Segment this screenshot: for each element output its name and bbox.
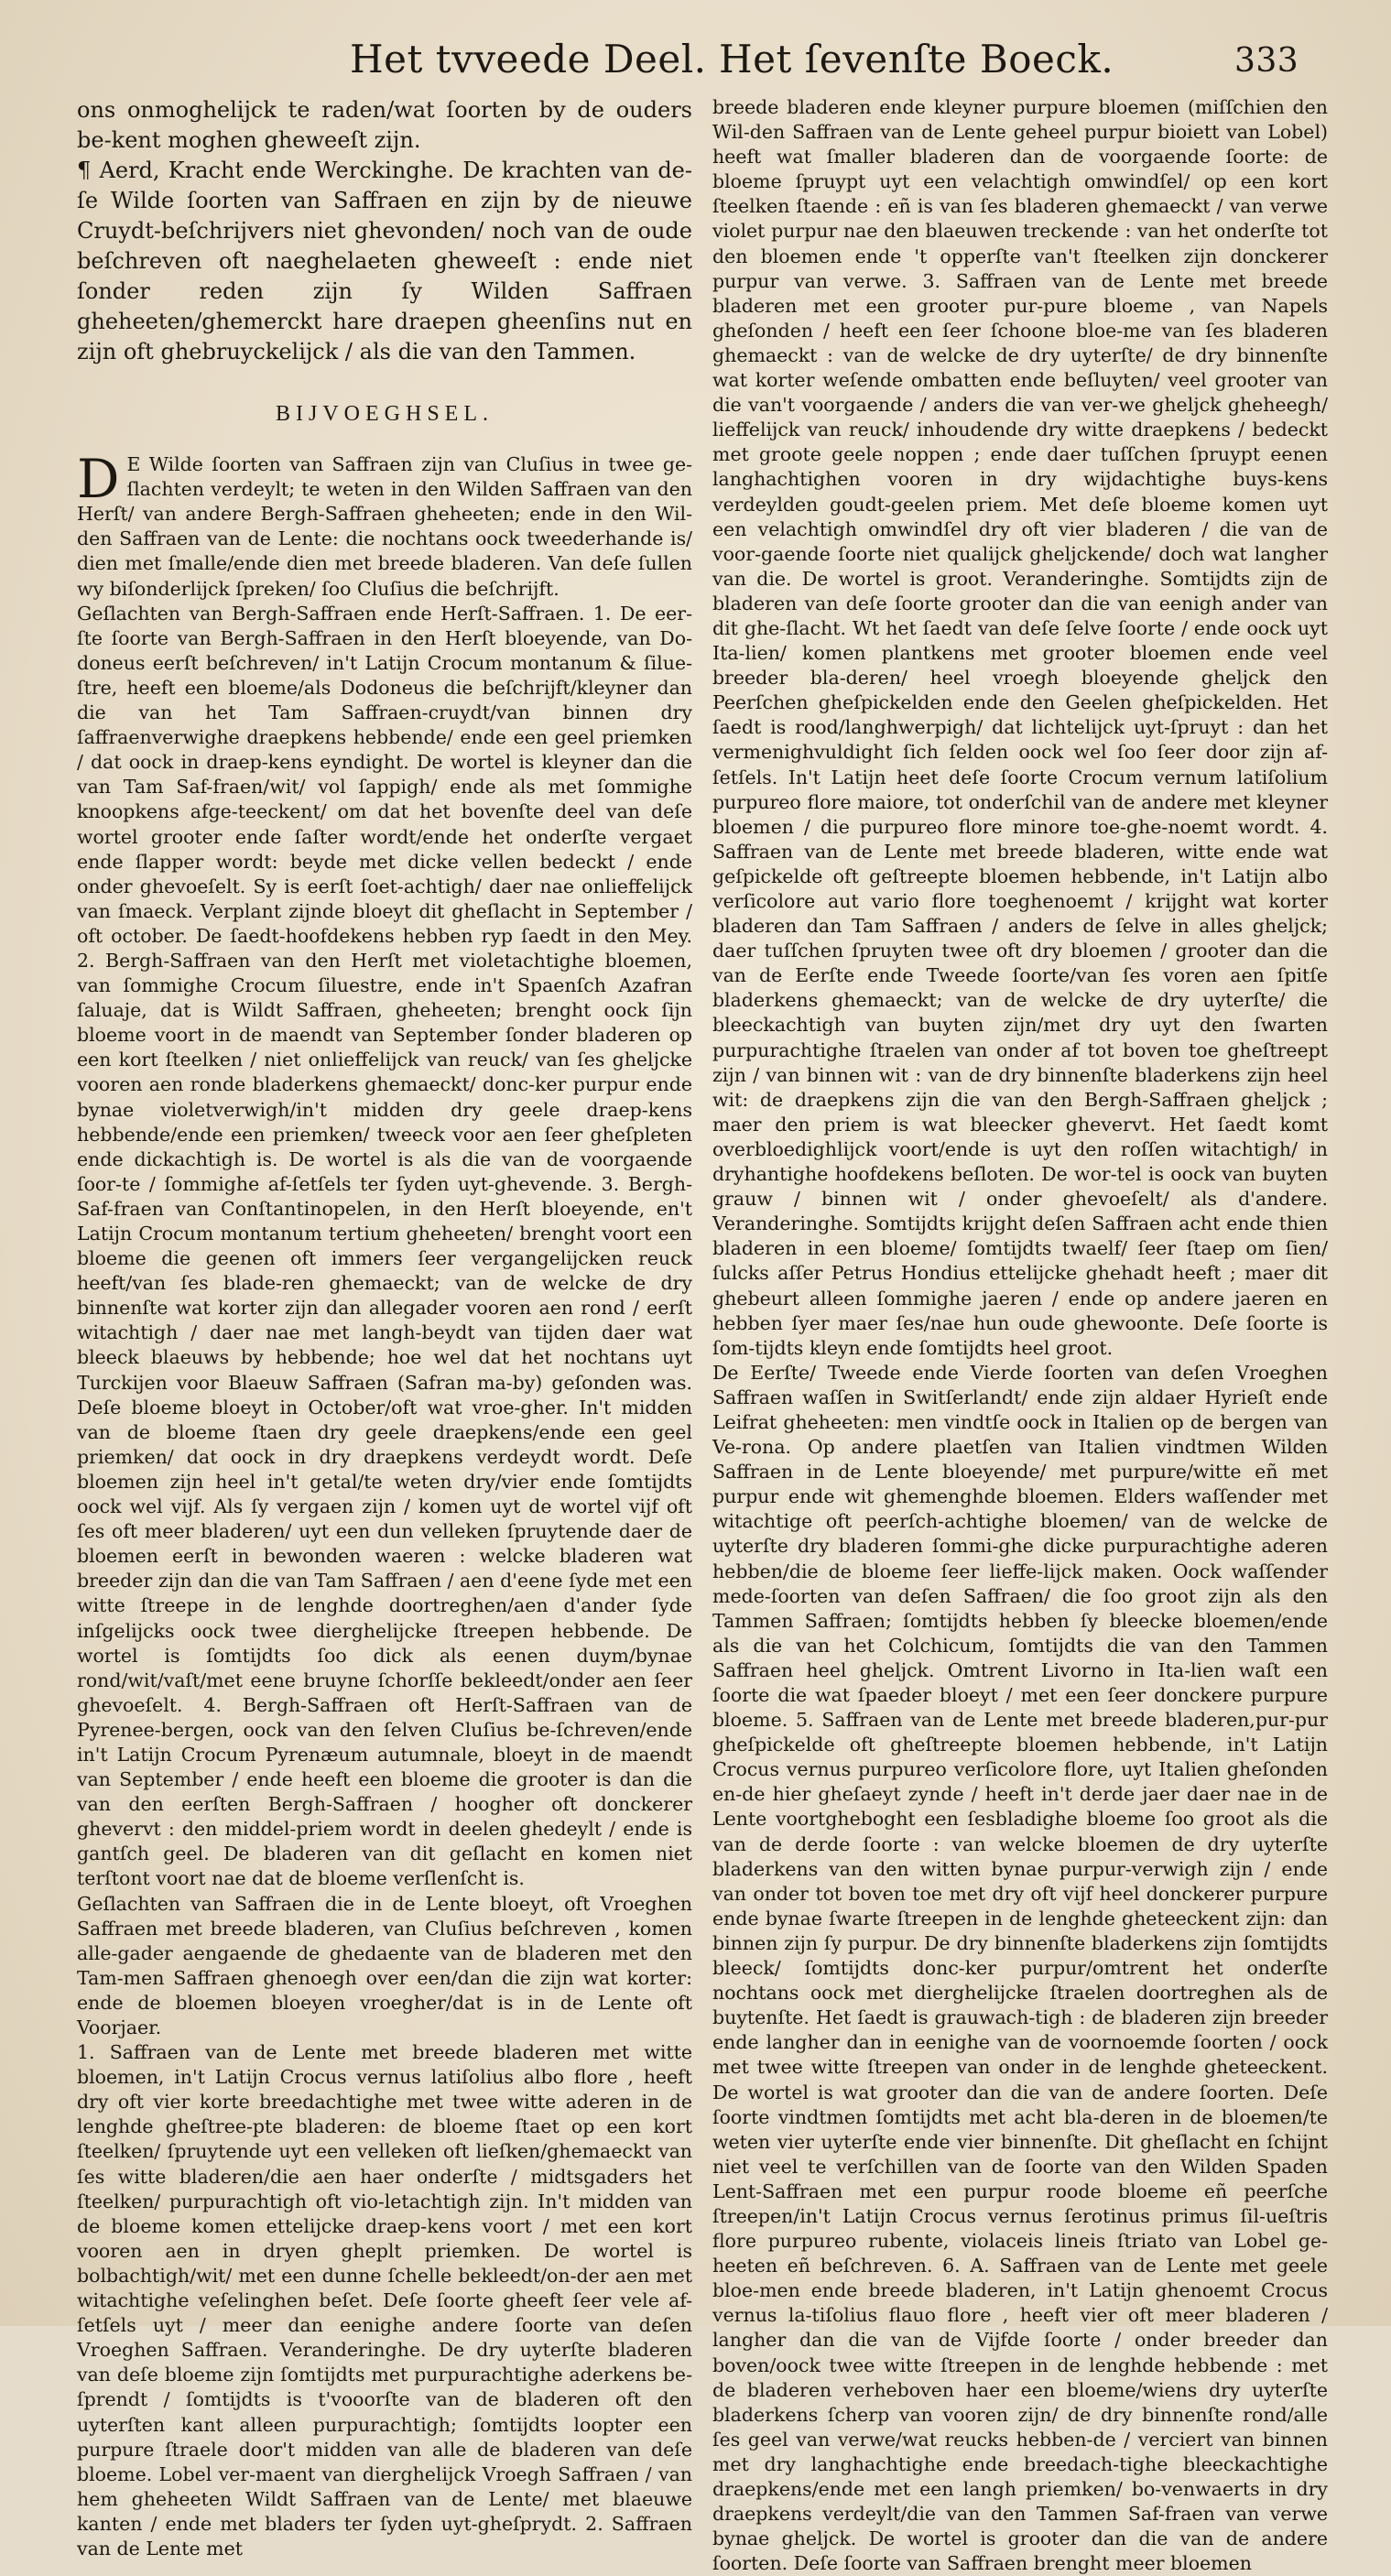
- part-title: Het tvveede Deel.: [350, 37, 707, 82]
- running-header: [0, 37, 1391, 92]
- paragraph-spring-saffron-2-4: breede bladeren ende kleyner purpure bloemen (miſſchien den Wil-den Saffraen van de Lente geheel purpur bioiett van Lobel) heeft wat ſmaller bladeren dan de voorgaende ſoorte: de bloeme ſpruypt uyt een velachtigh omwindſel/ op een kort ſteelken ſtaende : eñ is van ſes bladeren ghemaeckt / van verwe violet purpur nae den blaeuwen treckende : van het onderſte tot den bloemen ende 't opperſte van't ſteelken zijn donckerer purpur van verwe. 3. Saffraen van de Lente met breede bladeren met een grooter pur-pure bloeme , van Napels gheſonden / heeft een ſeer ſchoone bloe-me van ſes bladeren ghemaeckt : van de welcke de dry uyterſte/ de dry binnenſte wat korter weſende ombatten ende beſluyten/ veel grooter van die van't voorgaende / anders die van ver-we gheljck gheheegh/ lieffelijck van reuck/ inhoudende dry witte draepkens / bedeckt met groote geele noppen ; ende daer tuſſchen ſpruypt eenen langhachtighen vooren in dry wijdachtighe buys-kens verdeylden goudt-geelen priem. Met deſe bloeme komen uyt een velachtigh omwindſel dry oft vier bladeren / die van de voor-gaende ſoorte niet qualijck gheljckende/ doch wat langher van die. De wortel is groot. Veranderinghe. Somtijdts zijn de bladeren van deſe ſoorte grooter dan die van eenigh ander van dit ghe-ſlacht. Wt het ſaedt van deſe ſelve ſoorte / ende oock uyt Ita-lien/ komen plantkens met grooter bloemen ende veel breeder bla-deren/ heel vroegh bloeyende gheljck den Peerſchen gheſpickelden ende den Geelen gheſpickelden. Het ſaedt is rood/langhwerpigh/ dat lichtelijck uyt-ſpruyt : dan het vermenighvuldight ſich ſelden oock wel ſoo ſeer door zijn af-ſetſels. In't Latijn heet deſe ſoorte Crocum vernum latiſolium purpureo flore maiore, tot onderſchil van de andere met kleyner bloemen / die purpureo flore minore toe-ghe-noemt wordt. 4. Saffraen van de Lente met breede bladeren, witte ende wat geſpickelde oft geſtreepte bloemen hebbende, in't Latijn albo verſicolore aut vario flore toeghenoemt / krijght wat korter bladeren dan Tam Saffraen / anders de ſelve in alles gheljck; daer tuſſchen ſpruyten twee oft dry bloemen / grooter dan die van de Eerſte ende Tweede ſoorte/van ſes voren aen ſpitſe bladerkens ghemaeckt; van de welcke de dry uyterſte/ die bleeckachtigh van buyten zijn/met dry uyt den ſwarten purpurachtighe ſtraelen van onder af tot boven toe gheſtreept zijn / van binnen wit : van de dry binnenſte bladerkens zijn heel wit: de draepkens zijn die van den Bergh-Saffraen gheljck ; maer den priem is wat bleecker ghevervt. Het ſaedt komt overbloedighlijck voort/ende is uyt den roſſen witachtigh/ in dryhantighe hoofdekens beſloten. De wor-tel is oock van buyten grauw / binnen wit / onder ghevoeſelt/ als d'andere. Veranderinghe. Somtijdts krijght deſen Saffraen acht ende thien bladeren in een bloeme/ ſomtijdts twaelf/ ſeer ſtaep om ſien/ ſulcks aſſer Petrus Hondius ettelijcke ghehadt heeft ; maer dit ghebeurt alleen ſommighe jaeren / ende op andere jaeren en hebben ſyer maer ſes/nae hun oude ghewoonte. Deſe ſoorte is ſom-tijdts kleyn ende ſomtijdts heel groot.: [712, 96, 1328, 1359]
- paragraph-properties: ¶ Aerd, Kracht ende Werckinghe. De krachten van de-ſe Wilde ſoorten van Saffraen en zijn by de nieuwe Cruydt-beſchrijvers niet ghevonden/ noch van de oude beſchreven oft naeghelaeten gheweeſt : ende niet ſonder reden zijn ſy Wilden Saffraen gheheeten/ghemerckt hare draepen gheenſins nut en zijn oft ghebruyckelijck / als die van den Tammen.: [77, 158, 692, 364]
- paragraph-intro: [77, 448, 692, 602]
- paragraph-continuation: ons onmoghelijck te raden/wat ſoorten by de ouders be-kent moghen gheweeſt zijn.: [77, 97, 692, 153]
- section-heading: BIJVOEGHSEL.: [276, 402, 494, 426]
- paragraph-spring-saffron: Geſlachten van Saffraen die in de Lente bloeyt, oft Vroeghen Saffraen met breede bladeren, van Cluſius beſchreven , komen alle-gader aengaende de ghedaente van de bladeren met den Tam-men Saffraen ghenoegh over een/dan die zijn wat korter: ende de bloemen bloeyen vroegher/dat is in de Lente oft Voorjaer.: [77, 1892, 692, 2038]
- paragraph-spring-saffron-1: 1. Saffraen van de Lente met breede bladeren met witte bloemen, in't Latijn Crocus vernus latiſolius albo flore , heeft dry oft vier korte breedachtighe met twee witte aderen in de lenghde gheſtree-pte bladeren: de bloeme ſtaet op een kort ſteelken/ ſpruytende uyt een velleken oft lieſken/ghemaeckt van ſes witte bladeren/die aen haer onderſte / midtsgaders het ſteelken/ purpurachtigh oft vio-letachtigh zijn. In't midden van de bloeme komen ettelijcke draep-kens voort / met een kort vooren aen in dryen gheplt priemken. De wortel is bolbachtigh/wit/ met een dunne ſchelle bekleedt/on-der aen met witachtighe veſelinghen beſet. Deſe ſoorte gheeft ſeer vele af-ſetſels uyt / meer dan eenighe andere ſoorte van deſen Vroeghen Saffraen. Veranderinghe. De dry uyterſte bladeren van deſe bloeme zijn ſomtijdts met purpurachtighe aderkens be-ſprendt / ſomtijdts is t'vooorſte van de bladeren oft den uyterſten kant alleen purpurachtigh; ſomtijdts loopter een purpure ſtraele door't midden van alle de bladeren van deſe bloeme. Lobel ver-maent van dierghelijck Vroegh Saffraen / van hem gheheeten Wildt Saffraen van de Lente/ met blaeuwe kanten / ende met bladers ter ſyden uyt-gheſprydt. 2. Saffraen van de Lente met: [77, 2041, 692, 2560]
- paragraph-spring-saffron-5-6: De Eerſte/ Tweede ende Vierde ſoorten van deſen Vroeghen Saffraen waſſen in Switſerlandt/ ende zijn aldaer Hyrieſt ende Leifrat gheheeten: men vindtſe oock in Italien op de bergen van Ve-rona. Op andere plaetſen van Italien vindtmen Wilden Saffraen in de Lente bloeyende/ met purpure/witte eñ met purpur ende wit ghemenghde bloemen. Elders waſſender met witachtige oft peerſch-achtighe bloemen/ van de welcke de uyterſte dry bladeren ſommi-ghe dicke purpurachtighe aderen hebben/die de bloeme ſeer lieffe-lijck maken. Oock waſſender mede-ſoorten van deſen Saffraen/ die ſoo groot zijn als den Tammen Saffraen; ſomtijdts hebben ſy bleecke bloemen/ende als die van het Colchicum, ſomtijdts die van den Tammen Saffraen heel gheljck. Omtrent Livorno in Ita-lien waſt een ſoorte die wat ſpaeder bloeyt / met een ſeer donckere purpure bloeme. 5. Saffraen van de Lente met breede bladeren,pur-pur gheſpickelde oft gheſtreepte bloemen hebbende, in't Latijn Crocus vernus purpureo verſicolore flore, uyt Italien gheſonden en-de hier gheſaeyt zynde / heeft in't derde jaer daer nae in de Lente voortgheboght een ſesbladighe bloeme ſoo groot als die van de derde ſoorte : van welcke bloemen de dry uyterſte bladerkens van den witten bynae purpur-verwigh zijn / ende van onder tot boven toe met dry oft vijf heel donckerer purpure ende bynae ſwarte ſtreepen in de lenghde gheteeckent zijn: dan binnen zijn ſy purpur. De dry binnenſte bladerkens zijn ſomtijdts bleeck/ ſomtijdts donc-ker purpur/omtrent het onderſte nochtans oock met dierghelijcke ſtraelen doortreghen als de buytenſte. Het ſaedt is grauwach-tigh : de bladeren zijn breeder ende langher dan in eenighe van de voornoemde ſoorten / oock met twee witte ſtreepen van onder in de lenghde gheteeckent. De wortel is wat grooter dan die van de andere ſoorten. Deſe ſoorte vindtmen ſomtijdts met acht bla-deren in de bloemen/te weten vier uyterſte ende vier binnenſte. Dit gheſlacht en ſchijnt niet veel te verſchillen van de ſoorte van den Wilden Spaden Lent-Saffraen met een purpur roode bloeme eñ peerſche ſtreepen/in't Latijn Crocus vernus ſerotinus primus ſil-ueſtris flore purpureo rubente, violaceis lineis ſtriato van Lobel ge-heeten eñ beſchreven. 6. A. Saffraen van de Lente met geele bloe-men ende breede bladeren, in't Latijn ghenoemt Crocus vernus la-tiſolius flauo flore , heeft vier oft meer bladeren / langher dan die van de Vijfde ſoorte / onder breeder dan boven/oock twee witte ſtreepen in de lenghde hebbende : met de bladeren verheboven haer een bloeme/wiens dry uyterſte bladerkens ſcherp van vooren zijn/ de dry binnenſte rond/alle ſes geel van verwe/wat reucks hebben-de / verciert van binnen met dry langhachtighe ende breedach-tighe bleeckachtighe draepkens/ende met een langh priemken/ bo-venwaerts in dry draepkens verdeylt/die van den Tammen Saf-fraen van verwe bynae gheljck. De wortel is grooter dan die van de andere ſoorten. Deſe ſoorte van Saffraen brenght meer bloemen: [712, 1361, 1328, 2575]
- book-title: Het ſevenſte Boeck.: [719, 37, 1114, 82]
- drop-cap: D: [77, 448, 120, 511]
- left-column: [77, 95, 692, 2560]
- paragraph-intro-text: E Wilde ſoorten van Saffraen zijn van Cluſius in twee ge-ſlachten verdeylt; te weten in den Wilden Saffraen van den Herſt/ van andere Bergh-Saffraen gheheeten; ende in den Wil-den Saffraen van de Lente: die nochtans oock tweederhande is/ dien met ſmalle/ende dien met breede bladeren. Van deſe ſullen wy biſonderlijck ſpreken/ ſoo Cluſius die beſchrijft.: [77, 453, 692, 600]
- page-number: 333: [1234, 42, 1299, 80]
- right-column: [712, 95, 1328, 2575]
- paragraph-mountain-saffron: Geſlachten van Bergh-Saffraen ende Herſt-Saffraen. 1. De eer-ſte ſoorte van Bergh-Saffraen in den Herſt bloeyende, van Do-doneus eerſt beſchreven/ in't Latijn Crocum montanum & ſilue-ſtre, heeft een bloeme/als Dodoneus die beſchrijft/kleyner dan die van het Tam Saffraen-cruydt/van binnen dry ſaffraenverwighe draepkens hebbende/ ende een geel priemken / dat oock in draep-kens eyndight. De wortel is kleyner dan die van Tam Saf-fraen/wit/ vol ſappigh/ ende als met ſommighe knoopkens afge-teeckent/ om dat het bovenſte deel van deſe wortel grooter ende ſaſter wordt/ende het onderſte vergaet ende ſlapper wordt: beyde met dicke vellen bedeckt / ende onder ghevoeſelt. Sy is eerſt ſoet-achtigh/ daer nae onlieffelijck van ſmaeck. Verplant zijnde bloeyt dit gheſlacht in September / oft october. De ſaedt-hoofdekens hebben ryp ſaedt in den Mey. 2. Bergh-Saffraen van den Herſt met violetachtighe bloemen, van ſommighe Crocum ſiluestre, ende in't Spaenſch Azafran ſaluaje, dat is Wildt Saffraen, gheheeten; brenght oock ſijn bloeme voort in de maendt van September ſonder bladeren op een kort ſteelken / niet onlieffelijck van reuck/ van ſes gheljcke vooren aen ronde bladerkens ghemaeckt/ donc-ker purpur ende bynae violetverwigh/in't midden dry geele draep-kens hebbende/ende een priemken/ tweeck voor aen ſeer gheſpleten ende dickachtigh is. De wortel is als die van de voorgaende ſoor-te / ſommighe af-ſetſels ter ſyden uyt-ghevende. 3. Bergh-Saf-fraen van Conſtantinopelen, in den Herſt bloeyende, en't Latijn Crocum montanum tertium gheheeten/ brenght voort een bloeme die geenen oft immers ſeer vergangelijcken reuck heeft/van ſes blade-ren ghemaeckt; van de welcke de dry binnenſte wat korter zijn dan allegader vooren aen rond / eerſt witachtigh / daer nae met langh-beydt van tijden daer wat bleeck blaeuws by hebbende; hoe wel dat het nochtans uyt Turckijen voor Blaeuw Saffraen (Safran ma-by) geſonden was. Deſe bloeme bloeyt in October/oft wat vroe-gher. In't midden van de bloeme ſtaen dry geele draepkens/ende een geel priemken/ dat oock in dry draepkens verdeydt wordt. Deſe bloemen zijn heel in't getal/te weten dry/vier ende ſomtijdts oock wel vijf. Als ſy vergaen zijn / komen uyt de wortel vijf oft ſes oft meer bladeren/ uyt een dun velleken ſpruytende daer de bloemen eerſt in bewonden waeren : welcke bladeren wat breeder zijn dan die van Tam Saffraen / aen d'eene ſyde met een witte ſtreepe in de lenghde doortreghen/aen d'ander ſyde inſgelijcks oock twee dierghelijcke ſtreepen hebbende. De wortel is ſomtijdts ſoo dick als eenen duym/bynae rond/wit/vaſt/met eene bruyne ſchorſſe bekleedt/onder aen ſeer ghevoeſelt. 4. Bergh-Saffraen oft Herſt-Saffraen van de Pyrenee-bergen, oock van den ſelven Cluſius be-ſchreven/ende in't Latijn Crocum Pyrenæum autumnale, bloeyt in de maendt van September / ende heeft een bloeme die grooter is dan die van den eerſten Bergh-Saffraen / hoogher oft donckerer ghevervt : den middel-priem wordt in deelen ghedeylt / ende is gantſch geel. De bladeren van dit geſlacht en komen niet terſtont voort nae dat de bloeme verſlenſcht is.: [77, 602, 692, 1890]
